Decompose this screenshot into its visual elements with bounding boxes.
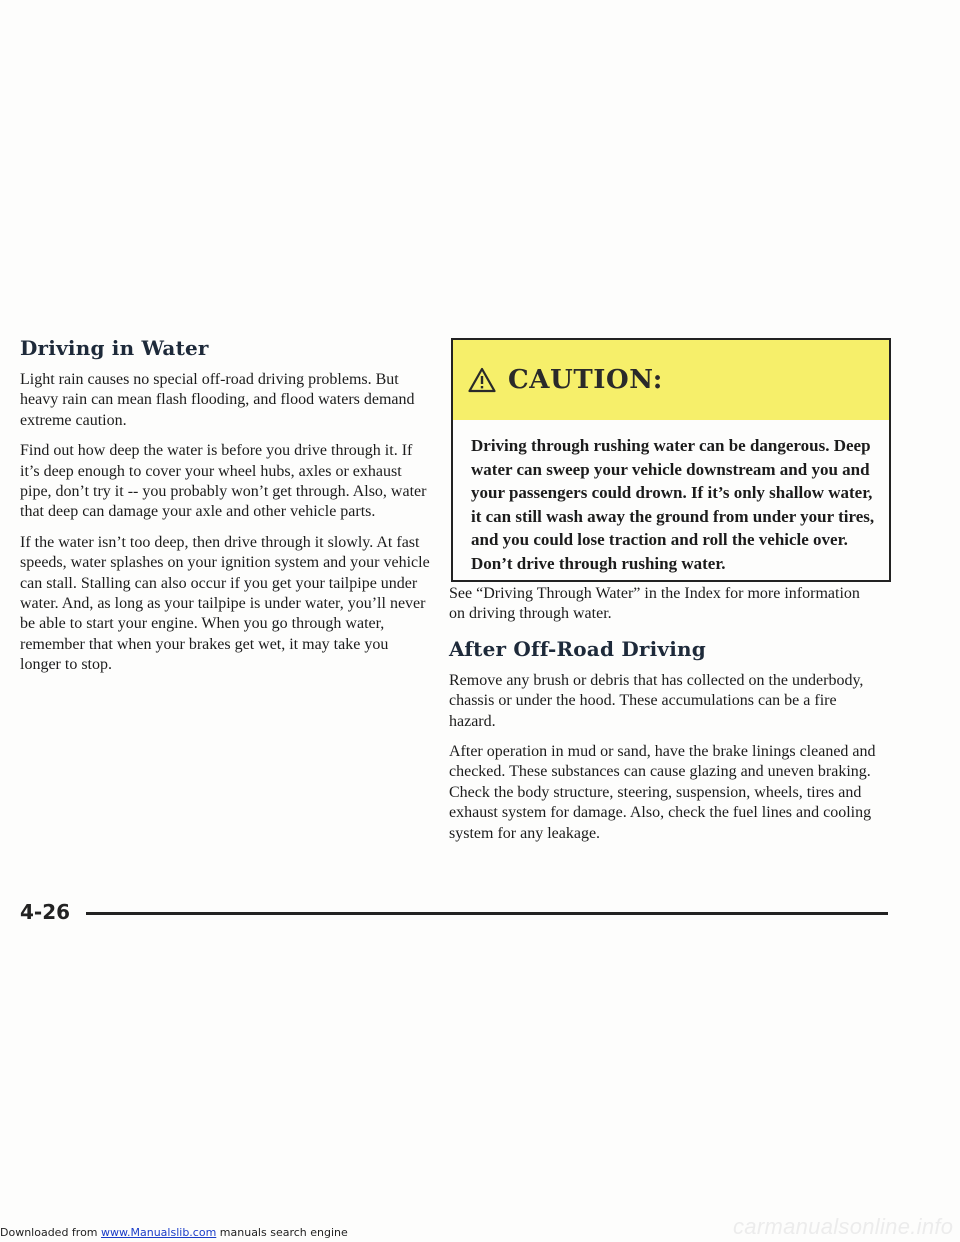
watermark: carmanualsonline.info [733, 1214, 954, 1239]
right-column [449, 584, 879, 854]
section-heading-driving-in-water: Driving in Water [20, 336, 209, 360]
caution-title: CAUTION: [508, 365, 663, 395]
manualslib-link[interactable]: www.Manualslib.com [101, 1226, 217, 1239]
caution-header [453, 340, 889, 420]
footer-rule [86, 912, 888, 915]
paragraph: If the water isn’t too deep, then drive through it slowly. At fast speeds, water splashes on your ignition system and your vehicle can stall. Stalling can also occur if you get your tailpipe under water. And, as long as your tailpipe is under water, you’ll never be able to start your engine. When you go through water, remember that when your brakes get wet, it may take you longer to stop. [20, 533, 430, 674]
caution-text: Driving through rushing water can be dangerous. Deep water can sweep your vehicle downstream and you and your passengers could drown. If it’s only shallow water, it can still wash away the ground from under your tires, and you could lose traction and roll the vehicle over. Don’t drive through rushing water. [471, 436, 875, 573]
caution-box [451, 338, 891, 582]
paragraph: Remove any brush or debris that has collected on the underbody, chassis or under the hood. These accumulations can be a fire hazard. [449, 671, 864, 730]
credit-suffix: manuals search engine [216, 1226, 348, 1239]
page-number: 4-26 [20, 900, 71, 924]
warning-triangle-icon [468, 367, 496, 393]
section-heading-after-off-road-driving: After Off-Road Driving [449, 636, 706, 661]
credit-prefix: Downloaded from [0, 1226, 102, 1239]
left-column [20, 336, 432, 686]
see-also-paragraph: See “Driving Through Water” in the Index for more information on driving through water. [449, 585, 860, 623]
paragraph: After operation in mud or sand, have the brake linings cleaned and checked. These substances can cause glazing and uneven braking. Check the body structure, steering, suspension, wheels, tires and exhaust system for damage. Also, check the fuel lines and cooling system for any leakage. [449, 743, 876, 842]
paragraph: Light rain causes no special off-road driving problems. But heavy rain can mean flash flooding, and flood waters demand extreme caution. [20, 371, 415, 429]
paragraph: Find out how deep the water is before you drive through it. If it’s deep enough to cover your wheel hubs, axles or exhaust pipe, don’t try it -- you probably won’t get through. Also, water that deep can damage your axle and other vehicle parts. [20, 442, 427, 521]
download-credit [0, 1226, 348, 1239]
